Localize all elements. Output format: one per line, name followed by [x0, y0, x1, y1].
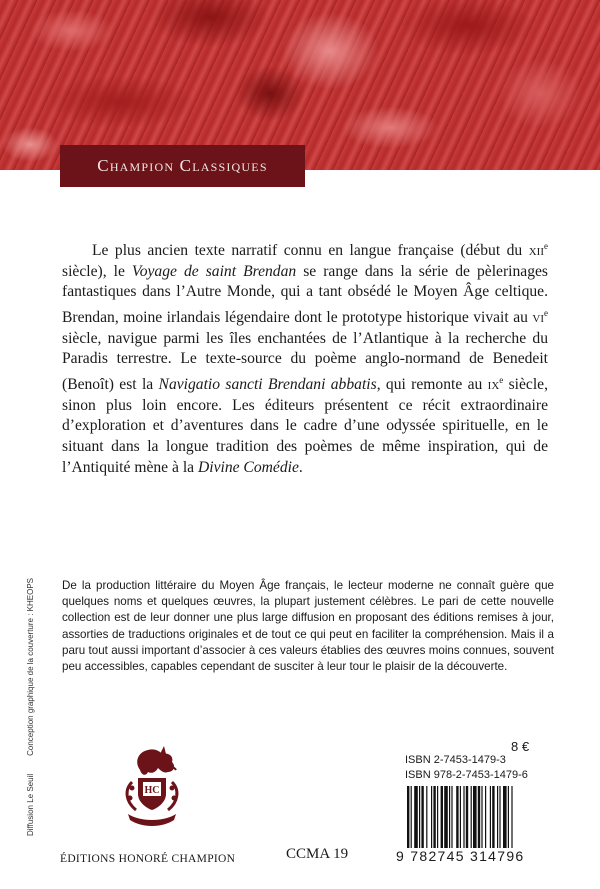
- summary-text-3: se range dans la série de pèlerinages fantastiques dans l’Autre Monde, qui a tant obsédé le Moyen Âge celtique. Brendan, moine irlandais légendaire dont le prototype historique vivait au: [62, 262, 548, 327]
- publisher-name: [60, 851, 235, 866]
- summary-text-4: siècle, navigue parmi les îles enchantées de l’Atlantique à la recherche du Paradis terrestre. Le texte-source du poème anglo-normand de Benedeit (Benoît) est la: [62, 329, 548, 394]
- publisher-logo-icon: [102, 740, 202, 840]
- century-12: xii: [528, 242, 544, 260]
- barcode-bar: [437, 786, 438, 848]
- barcode-bar: [414, 786, 418, 848]
- side-credits: [26, 556, 35, 836]
- series-code: CCMA 19: [286, 846, 349, 862]
- barcode-bar: [407, 786, 409, 848]
- summary-text-7: .: [298, 458, 303, 476]
- century-9-sup: e: [499, 374, 504, 385]
- barcode-bar: [419, 786, 420, 848]
- summary-paragraph: [62, 236, 548, 478]
- publisher-name-text: ÉDITIONS HONORÉ CHAMPION: [60, 853, 236, 865]
- barcode-bar: [473, 786, 477, 848]
- summary-text-6: siècle, sinon plus loin encore. Les éditeurs présentent ce récit extraordinaire d’exploration et d’aventures dans le cadre d’une odyssée spirituelle, en le situant dans la longue tradition des poèmes de même inspiration, qui de l’Antiquité mène à la: [62, 376, 548, 476]
- barcode-digits: 9 782745 314796: [396, 848, 525, 864]
- summary-text-5: , qui remonte au: [376, 376, 488, 394]
- barcode-bar: [511, 786, 512, 848]
- barcode-bar: [485, 786, 486, 848]
- barcode-bar: [460, 786, 461, 848]
- barcode-bar: [431, 786, 432, 848]
- title-voyage: Voyage de saint Brendan: [131, 262, 297, 280]
- barcode-bar: [451, 786, 452, 848]
- barcode-bar: [471, 786, 472, 848]
- barcode-bar: [499, 786, 500, 848]
- isbn-13: ISBN 978-2-7453-1479-6: [405, 769, 528, 781]
- barcode-bar: [449, 786, 450, 848]
- barcode-bar: [466, 786, 468, 848]
- collection-description: De la production littéraire du Moyen Âge français, le lecteur moderne ne connaît guère que quelques noms et quelques œuvres, la plupart justement célèbres. Le pari de cette nouvelle collection est de leur donner une plus large diffusion en proposant des éditions remises à jour, assorties de traductions originales et de tout ce qui peut en faciliter la compréhension. Mais il a paru tout aussi important d’associer à ces valeurs établies des œuvres moins connues, souvent peu accessibles, capables cependant de susciter à leur tour le plaisir de la découverte.: [62, 579, 554, 674]
- logo-letters: HC: [144, 785, 160, 796]
- barcode-bar: [478, 786, 480, 848]
- series-title: Champion Classiques: [97, 156, 268, 175]
- century-6: vi: [532, 309, 544, 327]
- title-divine-comedie: Divine Comédie: [197, 458, 299, 476]
- barcode-bar: [441, 786, 443, 848]
- barcode-bar: [508, 786, 509, 848]
- title-navigatio: Navigatio sancti Brendani abbatis: [158, 376, 377, 394]
- barcode-bar: [497, 786, 498, 848]
- summary-text-2: siècle), le: [62, 262, 132, 280]
- barcode-bar: [411, 786, 412, 848]
- design-credit: Conception graphique de la couverture : KHEOPS: [26, 577, 35, 756]
- barcode-bar: [503, 786, 507, 848]
- isbn-10: ISBN 2-7453-1479-3: [405, 754, 506, 766]
- century-6-sup: e: [544, 307, 548, 318]
- century-9: ix: [487, 376, 500, 394]
- barcode-icon: [407, 786, 553, 848]
- century-12-sup: e: [544, 241, 548, 251]
- summary-text-1: Le plus ancien texte narratif connu en langue française (début du: [92, 242, 529, 260]
- barcode-bar: [421, 786, 423, 848]
- barcode-bar: [490, 786, 491, 848]
- barcode-bar: [463, 786, 464, 848]
- barcode-bar: [492, 786, 494, 848]
- barcode-bar: [444, 786, 448, 848]
- barcode-bar: [456, 786, 458, 848]
- barcode-bar: [481, 786, 482, 848]
- distribution-credit: Diffusion Le Seuil: [26, 773, 35, 836]
- price: 8 €: [511, 739, 530, 754]
- series-title-box: [60, 145, 305, 187]
- barcode-bar: [426, 786, 427, 848]
- barcode-bar: [433, 786, 435, 848]
